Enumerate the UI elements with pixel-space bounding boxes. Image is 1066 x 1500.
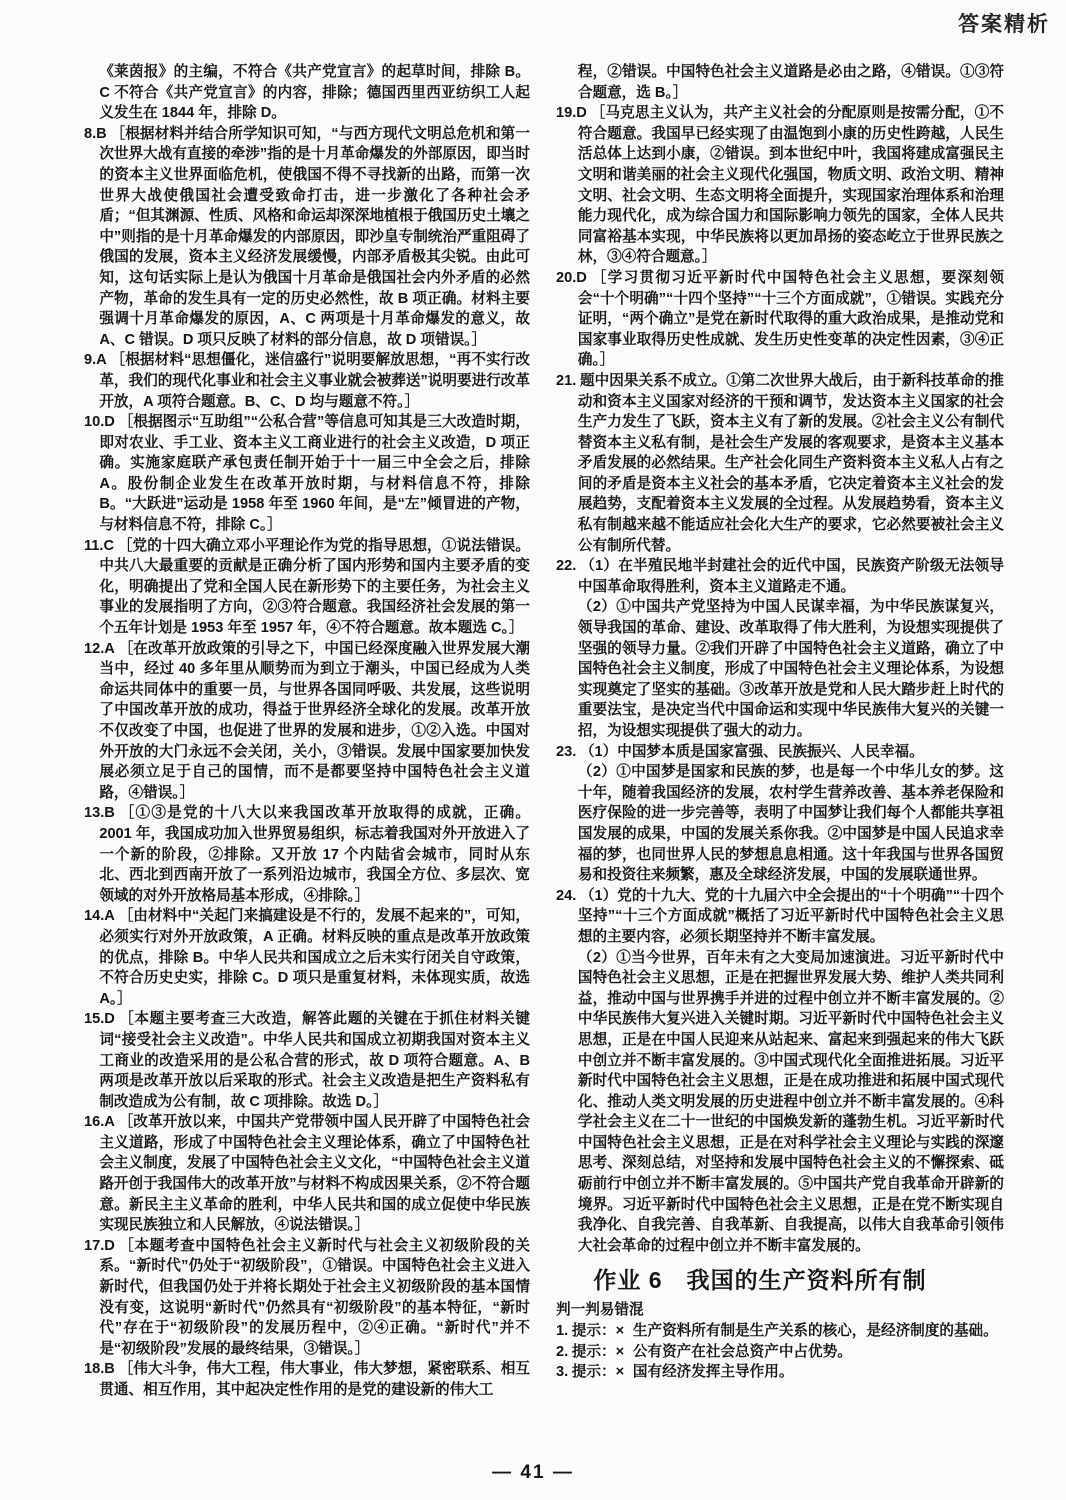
answer-item-18: [84, 1359, 530, 1400]
answer-text: ［本题主要考查三大改造，解答此题的关键在于抓住材料关键词“接受社会主义改造”。中华人民共和国成立初期我国对资本主义工商业的改造采用的是公私合营的形式，故 D 项符合题意。A、B 两项是改革开放以后采取的形式。社会主义改造是把生产资料私有制改造成为公有制，故 C 项排除。故选 D。］: [99, 1011, 530, 1110]
answer-item-13: [84, 803, 530, 906]
answer-number: 17.D: [84, 1237, 115, 1254]
answer-text: 《莱茵报》的主编，不符合《共产党宣言》的起草时间，排除 B。C 不符合《共产党宣言》的内容，排除；德国西里西亚纺织工人起义发生在 1844 年，排除 D。: [99, 64, 530, 122]
answer-number: 10.D: [84, 414, 115, 431]
answer-number: 16.A: [84, 1114, 115, 1131]
answer-text: ［①③是党的十八大以来我国改革开放取得的成就，正确。2001 年，我国成功加入世界贸易组织，标志着我国对外开放进入了一个新的阶段，②排除。又开放 17 个内陆省会城市，同时从东北、西北到西南开放了一系列沿边城市，我国全方位、多层次、宽领域的对外开放格局基本形成，④排除。］: [99, 805, 530, 904]
judgement-item-2: [556, 1342, 1004, 1363]
answer-number: 23.: [556, 743, 577, 760]
answer-number: 15.D: [84, 1011, 115, 1028]
hint-label: 提示：×: [571, 1343, 625, 1360]
answer-part: （1）中国梦本质是国家富强、民族振兴、人民幸福。: [579, 743, 924, 760]
answer-number: 20.D: [556, 269, 587, 286]
judgement-text: 生产资料所有制是生产关系的核心，是经济制度的基础。: [632, 1323, 998, 1340]
answer-number: 9.A: [84, 352, 107, 369]
answer-number: 11.C: [84, 537, 115, 554]
answer-number: 22.: [556, 558, 577, 575]
page-number: — 41 —: [492, 1462, 574, 1483]
answer-item-23: [556, 742, 1004, 886]
answer-number: 18.B: [84, 1361, 115, 1378]
answer-item-24: [556, 886, 1004, 1257]
answer-number: 21.: [556, 372, 577, 389]
answer-number: 8.B: [84, 125, 107, 142]
answer-part: （1）在半殖民地半封建社会的近代中国，民族资产阶级无法领导中国革命取得胜利，资本主义道路走不通。: [577, 558, 1004, 595]
answer-text: ［马克思主义认为，共产主义社会的分配原则是按需分配，①不符合题意。我国早已经实现了由温饱到小康的历史性跨越，人民生活总体上达到小康，②错误。到本世纪中叶，我国将建成富强民主文明和谐美丽的社会主义现代化强国，物质文明、政治文明、精神文明、社会文明、生态文明将全面提升，实现国家治理体系和治理能力现代化，成为综合国力和国际影响力领先的国家，全体人民共同富裕基本实现，中华民族将以更加昂扬的姿态屹立于世界民族之林，③④符合题意。］: [577, 105, 1004, 266]
answer-item-17: [84, 1236, 530, 1360]
answer-text: ［根据材料并结合所学知识可知，“与西方现代文明总危机和第一次世界大战有直接的牵涉”指的是十月革命爆发的外部原因，即当时的资本主义世界面临危机，使俄国不得不寻找新的出路，而第一次世界大战使俄国社会遭受致命打击，进一步激化了各种社会矛盾；“但其渊源、性质、风格和命运却深深地植根于俄国历史土壤之中”则指的是十月革命爆发的内部原因，即沙皇专制统治严重阻碍了俄国的发展，资本主义经济发展缓慢，内部矛盾极其尖锐。由此可知，这句话实际上是认为俄国十月革命是俄国社会内外矛盾的必然产物，革命的发生具有一定的历史必然性，故 B 项正确。材料主要强调十月革命爆发的原因，A、C 两项是十月革命爆发的意义，故 A、C 错误。D 项只反映了材料的部分信息，故 D 项错误。］: [99, 125, 530, 348]
answer-part: （2）①中国梦是国家和民族的梦，也是每一个中华儿女的梦。这十年，随着我国经济的发展，农村学生营养改善、基本养老保险和医疗保险的进一步完善等，表明了中国梦让我们每个人都能共享祖国发展的成果，中国的发展关系你我。②中国梦是中国人民追求幸福的梦，也同世界人民的梦想息息相通。这十年我国与世界各国贸易和投资往来频繁，惠及全球经济发展，中国的发展联通世界。: [577, 764, 1004, 884]
answer-item-19: [556, 103, 1004, 268]
answer-item-12: [84, 639, 530, 804]
left-column: [84, 62, 530, 1401]
judgement-number: 2.: [556, 1343, 569, 1360]
answer-number: 12.A: [84, 640, 115, 657]
answer-text: ［改革开放以来，中国共产党带领中国人民开辟了中国特色社会主义道路，形成了中国特色社会主义理论体系，确立了中国特色社会主义制度，发展了中国特色社会主义文化，“中国特色社会主义道路开创于我国伟大的改革开放”与材料不构成因果关系，②不符合题意。新民主主义革命的胜利，中华人民共和国的成立促使中华民族实现民族独立和人民解放，④说法错误。］: [99, 1114, 530, 1234]
judgement-number: 3.: [556, 1364, 569, 1381]
hint-label: 提示：×: [571, 1323, 625, 1340]
judgement-number: 1.: [556, 1323, 569, 1340]
answer-item-15: [84, 1009, 530, 1112]
answer-item-10: [84, 412, 530, 536]
answer-number: 24.: [556, 887, 577, 904]
answer-text: ［在改革开放政策的引导之下，中国已经深度融入世界发展大潮当中，经过 40 多年里从顺势而为到立于潮头，中国已经成为人类命运共同体中的重要一员，与世界各国同呼吸、共发展，这些说明了中国改革开放的成功，得益于世界经济全球化的发展。改革开放不仅改变了中国，也促进了世界的发展和进步，①②入选。中国对外开放的大门永远不会关闭，关小，③错误。发展中国家要加快发展必须立足于自己的国情，而不是都要坚持中国特色社会主义道路，④错误。］: [99, 640, 530, 801]
answer-text: 题中因果关系不成立。①第二次世界大战后，由于新科技革命的推动和资本主义国家对经济的干预和调节，发达资本主义国家的社会生产力发生了飞跃，资本主义有了新的发展。②社会主义公有制代替资本主义私有制，是社会生产发展的客观要求，是资本主义基本矛盾发展的必然结果。生产社会化同生产资料资本主义私人占有之间的矛盾是资本主义社会的基本矛盾，它决定着资本主义社会的发展趋势，支配着资本主义发展的全过程。从发展趋势看，资本主义私有制越来越不能适应社会化大生产的要求，它必然要被社会主义公有制所代替。: [577, 372, 1004, 554]
answer-text: ［党的十四大确立邓小平理论作为党的指导思想，①说法错误。中共八大最重要的贡献是正确分析了国内形势和国内主要矛盾的变化，明确提出了党和全国人民在新形势下的主要任务，为社会主义事业的发展指明了方向，②③符合题意。我国经济社会发展的第一个五年计划是 1953 年至 1957 年，④不符合题意。故本题选 C。］: [99, 537, 530, 637]
answer-part: （1）党的十九大、党的十九届六中全会提出的“十个明确”“十四个坚持”“十三个方面成就”概括了习近平新时代中国特色社会主义思想的主要内容，必须长期坚持并不断丰富发展。: [577, 887, 1004, 945]
answer-number: 19.D: [556, 105, 587, 122]
answer-item-8: [84, 124, 530, 351]
answer-part: （2）①当今世界，百年未有之大变局加速演进。习近平新时代中国特色社会主义思想，正是在把握世界发展大势、维护人类共同利益，推动中国与世界携手并进的过程中创立并不断丰富发展的。②中华民族伟大复兴进入关键时期。习近平新时代中国特色社会主义思想，正是在中国人民迎来从站起来、富起来到强起来的伟大飞跃中创立并不断丰富发展的。③中国式现代化全面推进拓展。习近平新时代中国特色社会主义思想，正是在成功推进和拓展中国式现代化、推动人类文明发展的历史进程中创立并不断丰富发展的。④科学社会主义在二十一世纪的中国焕发新的蓬勃生机。习近平新时代中国特色社会主义思想，正是在对科学社会主义理论与实践的深邃思考、深刻总结，对坚持和发展中国特色社会主义的不懈探索、砥砺前行中创立并不断丰富发展的。⑤中国共产党自我革命开辟新的境界。习近平新时代中国特色社会主义思想，正是在党不断实现自我净化、自我完善、自我革新、自我提高，以伟大自我革命引领伟大社会革命的过程中创立并不断丰富发展的。: [577, 949, 1004, 1254]
hint-label: 提示：×: [571, 1364, 625, 1381]
answer-number: 14.A: [84, 908, 115, 925]
judgement-item-1: [556, 1321, 1004, 1342]
answer-item-7-continued: [84, 62, 530, 124]
answer-item-16: [84, 1112, 530, 1236]
answer-item-9: [84, 350, 530, 412]
answer-item-20: [556, 268, 1004, 371]
judgement-item-3: [556, 1362, 1004, 1383]
answer-item-18-continued: [556, 62, 1004, 103]
answer-item-22: [556, 556, 1004, 741]
answer-item-21: [556, 371, 1004, 556]
answer-part: （2）①中国共产党坚持为中国人民谋幸福，为中华民族谋复兴，领导我国的革命、建设、改革取得了伟大胜利，为设想实现提供了坚强的领导力量。②我们开辟了中国特色社会主义道路，确立了中国特色社会主义制度，形成了中国特色社会主义理论体系，为设想实现奠定了坚实的基础。③改革开放是党和人民大踏步赶上时代的重要法宝，是决定当代中国命运和实现中华民族伟大复兴的关键一招，为设想实现提供了强大的动力。: [577, 599, 1004, 739]
header-title: 答案精析: [958, 13, 1050, 36]
judgement-text: 公有资产在社会总资产中占优势。: [632, 1343, 852, 1360]
section-title: 作业 6 我国的生产资料所有制: [593, 1267, 927, 1294]
answer-number: 13.B: [84, 805, 115, 822]
answer-text: ［伟大斗争，伟大工程，伟大事业，伟大梦想，紧密联系、相互贯通、相互作用，其中起决定性作用的是党的建设新的伟大工: [99, 1361, 530, 1398]
answer-text: 程，②错误。中国特色社会主义道路是必由之路，④错误。①③符合题意，选 B。］: [577, 64, 1004, 101]
answer-text: ［根据材料“思想僵化，迷信盛行”说明要解放思想，“再不实行改革，我们的现代化事业和社会主义事业就会被葬送”说明要进行改革开放，A 项符合题意。B、C、D 均与题意不符。］: [99, 352, 530, 410]
answer-item-14: [84, 906, 530, 1009]
judgement-text: 国有经济发挥主导作用。: [632, 1364, 794, 1381]
section-subheading: 判一判易错混: [556, 1302, 644, 1319]
right-column: [556, 62, 1004, 1383]
answer-text: ［本题考查中国特色社会主义新时代与社会主义初级阶段的关系。“新时代”仍处于“初级阶段”，①错误。中国特色社会主义进入新时代，但我国仍处于并将长期处于社会主义初级阶段的基本国情没有变，这说明“新时代”仍然具有“初级阶段”的基本特征，“新时代”存在于“初级阶段”的发展历程中，②④正确。“新时代”并不是“初级阶段”发展的最终结果，③错误。］: [99, 1237, 530, 1357]
answer-item-11: [84, 536, 530, 639]
answer-text: ［由材料中“关起门来搞建设是不行的，发展不起来的”，可知，必须实行对外开放政策，A 正确。材料反映的重点是改革开放政策的优点，排除 B。中华人民共和国成立之后未实行闭关自守政策，不符合历史史实，排除 C。D 项只是重复材料，未体现实质，故选 A。］: [99, 908, 530, 1007]
answer-text: ［学习贯彻习近平新时代中国特色社会主义思想，要深刻领会“十个明确”“十四个坚持”“十三个方面成就”，①错误。实践充分证明，“两个确立”是党在新时代取得的重大政治成果，是推动党和国家事业取得历史性成就、发生历史性变革的决定性因素，③④正确。］: [577, 269, 1004, 369]
answer-text: ［根据图示“互助组”“公私合营”等信息可知其是三大改造时期，即对农业、手工业、资本主义工商业进行的社会主义改造，D 项正确。实施家庭联产承包责任制开始于十一届三中全会之后，排除 A。股份制企业发生在改革开放时期，与材料信息不符，排除 B。“大跃进”运动是 1958 年至 1960 年间，是“左”倾冒进的产物，与材料信息不符，排除 C。］: [99, 414, 530, 534]
